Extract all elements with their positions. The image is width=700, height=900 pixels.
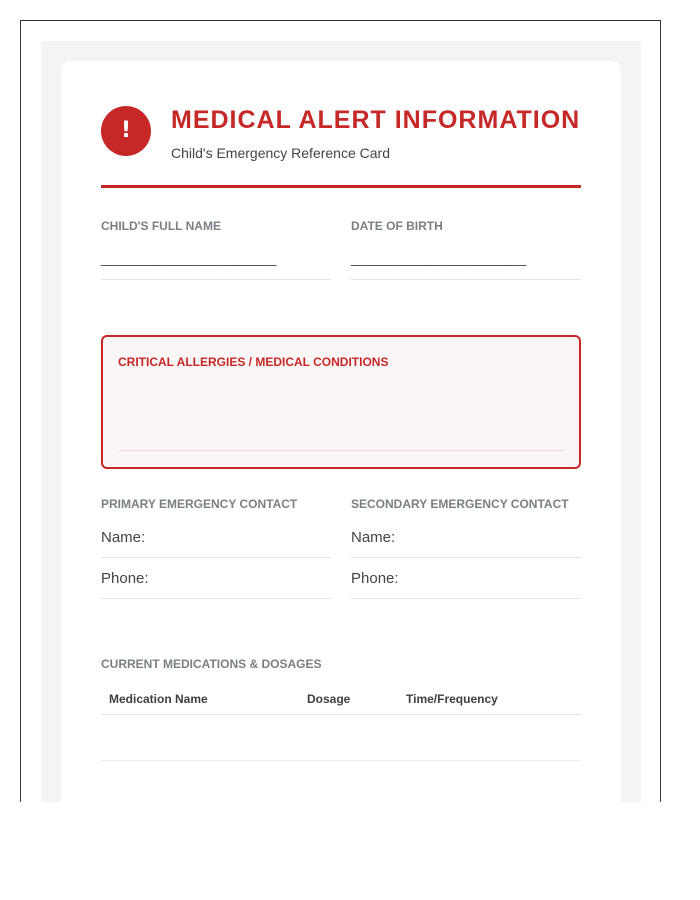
allergies-label: CRITICAL ALLERGIES / MEDICAL CONDITIONS <box>118 355 389 369</box>
card-backdrop <box>41 41 641 802</box>
secondary-phone-divider <box>351 598 581 599</box>
child-name-divider <box>101 279 331 280</box>
page-frame <box>20 20 661 802</box>
secondary-contact-name-field[interactable]: Name: <box>351 529 396 546</box>
medications-label: CURRENT MEDICATIONS & DOSAGES <box>101 657 322 671</box>
primary-contact-phone-field[interactable]: Phone: <box>101 570 149 587</box>
secondary-name-divider <box>351 557 581 558</box>
allergies-entry-line[interactable] <box>118 450 564 451</box>
medical-alert-card <box>61 61 621 802</box>
dosage-header: Dosage <box>307 692 351 706</box>
exclamation-icon: ! <box>101 106 151 156</box>
medication-name-header: Medication Name <box>109 692 208 706</box>
primary-contact-name-field[interactable]: Name: <box>101 529 146 546</box>
child-name-field[interactable]: ________________________ <box>101 250 276 266</box>
medications-header-divider <box>101 714 581 715</box>
primary-contact-label: PRIMARY EMERGENCY CONTACT <box>101 497 298 511</box>
page-subtitle: Child's Emergency Reference Card <box>171 145 390 161</box>
dob-divider <box>351 279 581 280</box>
primary-phone-divider <box>101 598 331 599</box>
secondary-contact-label: SECONDARY EMERGENCY CONTACT <box>351 497 569 511</box>
dob-label: DATE OF BIRTH <box>351 219 443 233</box>
medications-row-divider <box>101 760 581 761</box>
dob-field[interactable]: ________________________ <box>351 250 526 266</box>
primary-name-divider <box>101 557 331 558</box>
allergies-box <box>101 335 581 469</box>
page-title: MEDICAL ALERT INFORMATION <box>171 106 581 134</box>
secondary-contact-phone-field[interactable]: Phone: <box>351 570 399 587</box>
card-header <box>101 101 581 188</box>
child-name-label: CHILD'S FULL NAME <box>101 219 221 233</box>
time-frequency-header: Time/Frequency <box>406 692 498 706</box>
